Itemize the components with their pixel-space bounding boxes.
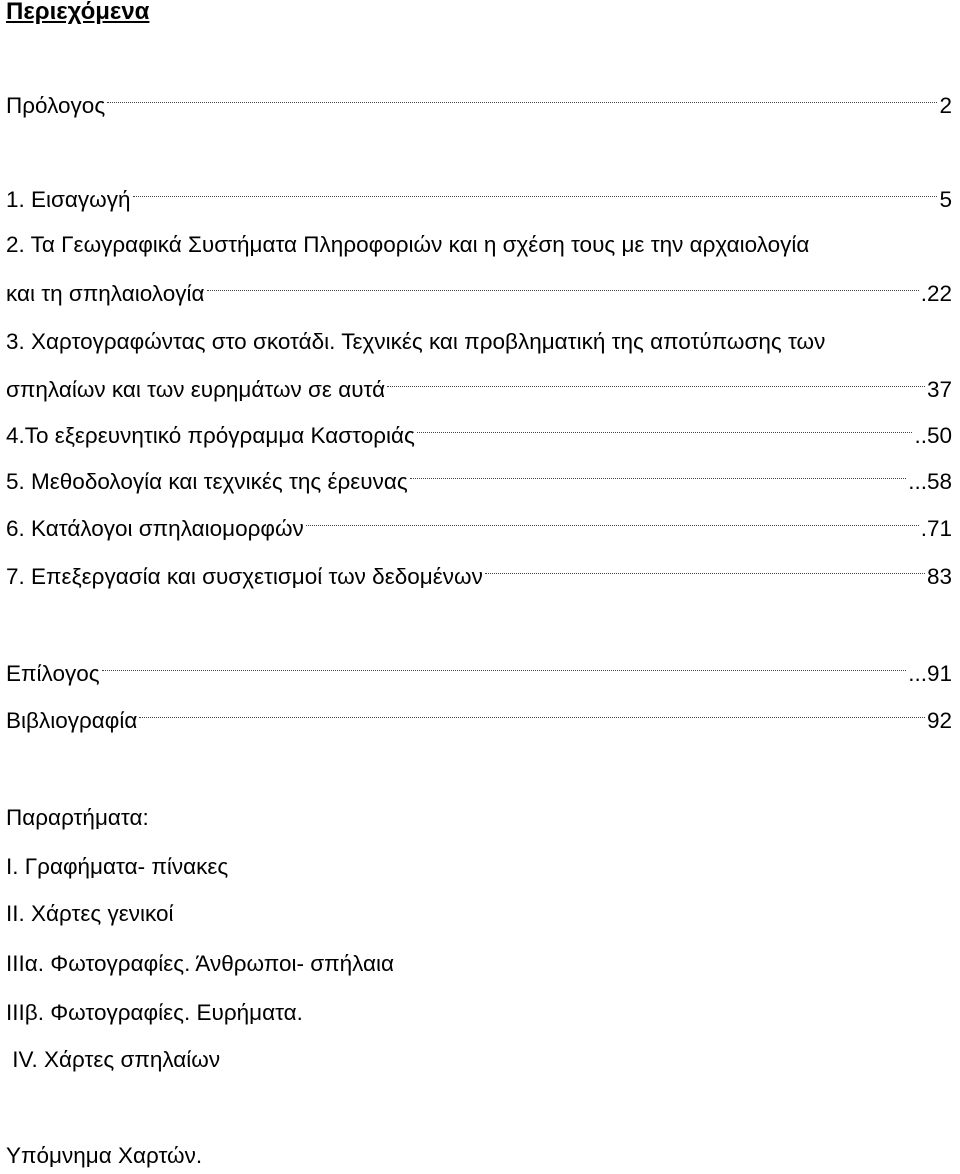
dot-leader [387, 372, 925, 408]
toc-entry-chapter-3-line-2 [6, 372, 952, 408]
toc-entry-chapter-3-line-1: 3. Χαρτογραφώντας στο σκοτάδι. Τεχνικές και προβληματική της αποτύπωσης των [6, 329, 826, 354]
toc-entry-chapter-7 [6, 559, 952, 595]
toc-entry-bibliography [6, 703, 952, 739]
appendix-item: ΙΙΙα. Φωτογραφίες. Άνθρωποι- σπήλαια [6, 951, 395, 976]
toc-entry-page: .22 [920, 281, 952, 306]
dot-leader [306, 511, 919, 547]
toc-entry-page: .71 [920, 516, 952, 541]
toc-entry-prologue [6, 88, 952, 124]
dot-leader [410, 464, 907, 500]
toc-entry-chapter-5 [6, 464, 952, 500]
appendix-item: ΙΙ. Χάρτες γενικοί [6, 901, 174, 926]
toc-entry-page: ...58 [908, 469, 952, 494]
toc-entry-label: και τη σπηλαιολογία [6, 281, 205, 306]
toc-entry-chapter-2-line-2 [6, 276, 952, 312]
toc-entry-chapter-2-line-1: 2. Τα Γεωγραφικά Συστήματα Πληροφοριών και η σχέση τους με την αρχαιολογία [6, 232, 810, 257]
toc-entry-page: 37 [926, 377, 952, 402]
dot-leader [133, 182, 938, 218]
dot-leader [107, 88, 937, 124]
dot-leader [417, 418, 913, 454]
toc-entry-page: 92 [926, 708, 952, 733]
toc-entry-label: 5. Μεθοδολογία και τεχνικές της έρευνας [6, 469, 408, 494]
toc-entry-label: 4.Το εξερευνητικό πρόγραμμα Καστοριάς [6, 423, 415, 448]
toc-entry-label: Πρόλογος [6, 93, 106, 118]
toc-entry-page: 5 [939, 187, 952, 212]
toc-entry-label: Επίλογος [6, 661, 100, 686]
toc-entry-label: σπηλαίων και των ευρημάτων σε αυτά [6, 377, 386, 402]
toc-entry-chapter-6 [6, 511, 952, 547]
appendix-heading: Παραρτήματα: [6, 805, 149, 830]
toc-entry-epilogue [6, 656, 952, 692]
toc-entry-page: 2 [939, 93, 952, 118]
toc-title: Περιεχόμενα [6, 0, 150, 25]
toc-entry-label: 7. Επεξεργασία και συσχετισμοί των δεδομένων [6, 564, 483, 589]
dot-leader [207, 276, 919, 312]
toc-entry-label: 6. Κατάλογοι σπηλαιομορφών [6, 516, 304, 541]
toc-entry-chapter-4 [6, 418, 952, 454]
map-legend-line: Υπόμνημα Χαρτών. [6, 1143, 203, 1168]
toc-entry-chapter-1 [6, 182, 952, 218]
dot-leader [485, 559, 925, 595]
appendix-item: Ι. Γραφήματα- πίνακες [6, 854, 229, 879]
toc-entry-label: Βιβλιογραφία [6, 708, 138, 733]
toc-entry-page: ...91 [908, 661, 952, 686]
toc-entry-page: 83 [926, 564, 952, 589]
toc-entry-page: ..50 [914, 423, 952, 448]
toc-entry-label: 1. Εισαγωγή [6, 187, 131, 212]
dot-leader [139, 703, 925, 739]
dot-leader [102, 656, 907, 692]
appendix-item: ΙΙΙβ. Φωτογραφίες. Ευρήματα. [6, 1000, 303, 1025]
appendix-item: ΙV. Χάρτες σπηλαίων [6, 1047, 221, 1072]
